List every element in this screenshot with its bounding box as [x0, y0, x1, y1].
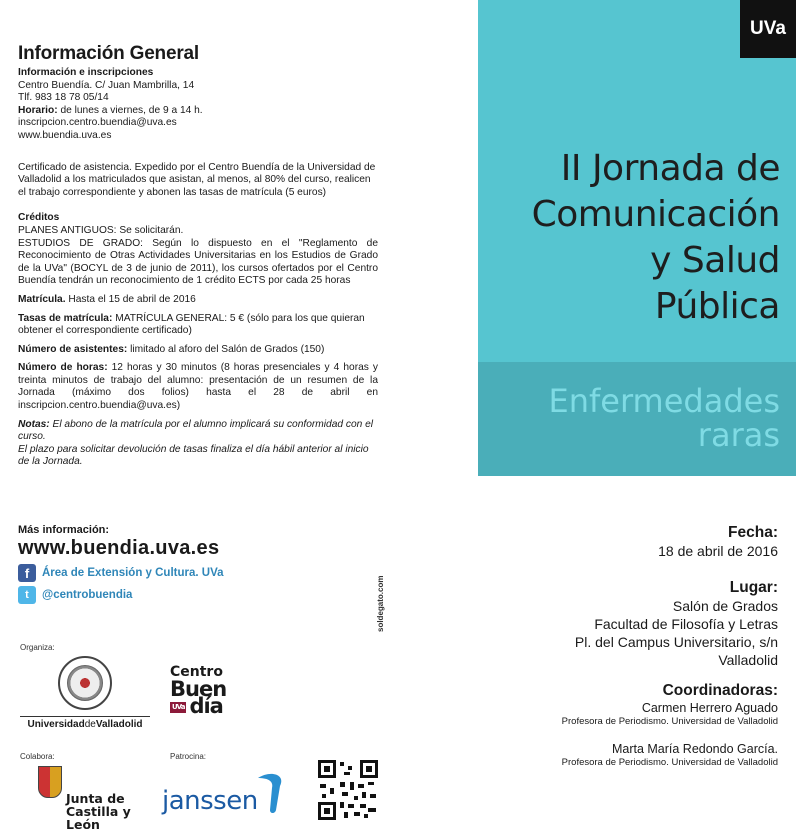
lugar-line-4: Valladolid: [718, 652, 778, 668]
horario-label: Horario:: [18, 104, 58, 116]
qr-code-icon[interactable]: [318, 760, 378, 820]
matricula-value: Hasta el 15 de abril de 2016: [65, 293, 196, 305]
facebook-icon: f: [18, 564, 36, 582]
subtitle-line-2: raras: [697, 416, 780, 454]
twitter-text: @centrobuendia: [42, 589, 133, 601]
more-info-url[interactable]: www.buendia.uva.es: [18, 537, 220, 559]
event-subtitle: [480, 384, 780, 452]
horas-value: 12 horas y 30 minutos (8 horas presenciales y 4 horas y treinta minutos de trabajo del alumno: presentación de un resumen de la Jornada (máximo dos folios) hasta el 28 de abril en inscripcion.centro.buendia@uva.es): [18, 362, 378, 412]
janssen-swirl-icon: [256, 770, 286, 816]
tasas-label: Tasas de matrícula:: [18, 312, 113, 324]
info-label: Información e inscripciones: [18, 67, 154, 78]
organiza-label: Organiza:: [20, 643, 55, 652]
more-info-section: [18, 524, 378, 604]
credit-vertical: [376, 562, 388, 632]
twitter-icon: t: [18, 586, 36, 604]
junta-castilla-leon-logo: [38, 766, 148, 832]
event-title: [480, 146, 780, 330]
tasas-value: MATRÍCULA GENERAL: 5 € (sólo para los que quieran obtener el correspondiente certificado): [18, 312, 365, 337]
jcyl-shield-icon: [38, 766, 62, 798]
cb-logo-word-1: Centro: [170, 664, 223, 680]
twitter-link[interactable]: [18, 586, 378, 604]
address: Centro Buendía. C/ Juan Mambrilla, 14: [18, 79, 195, 91]
certificado-text: Certificado de asistencia. Expedido por el Centro Buendía de la Universidad de Valladolid a los matriculados que asistan, al menos, al 80% del curso, realicen el trabajo correspondiente y abonen las tasas de matrícula (5 euros): [18, 161, 376, 198]
matricula-label: Matrícula.: [18, 293, 66, 305]
subtitle-line-1: Enfermedades: [548, 382, 780, 420]
jcyl-line-1: Junta de: [66, 791, 125, 806]
estudios-grado: ESTUDIOS DE GRADO: Según lo dispuesto en el "Reglamento de Reconocimiento de Otras Actividades Universitarias en los Estudios de Grado de la UVa" (BOCYL de 3 de junio de 2011), los cursos ofertados por el Centro Buendía tendrán un reconocimiento de 1 crédito ECTS por cada 25 horas: [18, 237, 378, 287]
horas-label: Número de horas:: [18, 362, 108, 374]
cb-logo-word-2: Buen: [170, 677, 227, 701]
jcyl-line-2: Castilla y León: [66, 804, 131, 832]
lugar-line-3: Pl. del Campus Universitario, s/n: [574, 634, 778, 650]
coord1-role: Profesora de Periodismo. Universidad de Valladolid: [561, 716, 778, 727]
cb-logo-tag: UVa: [172, 702, 185, 711]
notas-value-2: El plazo para solicitar devolución de tasas finaliza el día hábil anterior al inicio de la Jornada.: [18, 443, 369, 468]
centro-buendia-logo: [170, 664, 260, 724]
fecha-value: 18 de abril de 2016: [658, 543, 778, 559]
coord2-name: Marta María Redondo García.: [611, 742, 778, 756]
title-line-2: Comunicación: [531, 194, 780, 235]
general-info-heading: Información General: [18, 43, 199, 64]
asistentes-label: Número de asistentes:: [18, 343, 128, 355]
janssen-word: janssen: [162, 786, 258, 816]
lugar-line-2: Facultad de Filosofía y Letras: [594, 616, 778, 632]
coord2-role: Profesora de Periodismo. Universidad de Valladolid: [561, 757, 778, 768]
janssen-logo: [162, 766, 286, 818]
planes-antiguos: PLANES ANTIGUOS: Se solicitarán.: [18, 224, 184, 236]
uva-name: UniversidaddeValladolid: [27, 719, 143, 730]
event-details: [478, 524, 778, 769]
lugar-label: Lugar:: [729, 579, 778, 596]
phone: Tlf. 983 18 78 05/14: [18, 92, 109, 104]
creditos-label: Créditos: [18, 212, 60, 224]
notas-label: Notas:: [18, 418, 50, 430]
coord-label: Coordinadoras:: [662, 682, 778, 699]
uva-logo: [20, 656, 150, 730]
general-info-section: [18, 44, 378, 469]
web-link[interactable]: www.buendia.uva.es: [18, 129, 112, 141]
cb-logo-word-3: día: [189, 694, 223, 718]
facebook-link[interactable]: [18, 564, 378, 582]
colabora-label: Colabora:: [20, 752, 55, 761]
asistentes-value: limitado al aforo del Salón de Grados (150): [127, 343, 325, 355]
uva-badge: UVa: [740, 0, 796, 58]
email-link[interactable]: inscripcion.centro.buendia@uva.es: [18, 117, 177, 129]
title-line-4: Pública: [654, 286, 780, 327]
more-info-label: Más información:: [18, 524, 110, 536]
patrocina-label: Patrocina:: [170, 752, 207, 761]
facebook-text: Área de Extensión y Cultura. UVa: [42, 567, 224, 579]
title-line-3: y Salud: [650, 240, 780, 281]
fecha-label: Fecha:: [728, 524, 778, 541]
notas-value: El abono de la matrícula por el alumno implicará su conformidad con el curso.: [18, 418, 374, 443]
title-line-1: II Jornada de: [560, 148, 780, 189]
coord1-name: Carmen Herrero Aguado: [641, 701, 778, 715]
horario-value: de lunes a viernes, de 9 a 14 h.: [57, 104, 203, 116]
lugar-line-1: Salón de Grados: [672, 598, 778, 614]
uva-seal-icon: [58, 656, 112, 710]
credit-text: soldegato.com: [376, 575, 385, 632]
